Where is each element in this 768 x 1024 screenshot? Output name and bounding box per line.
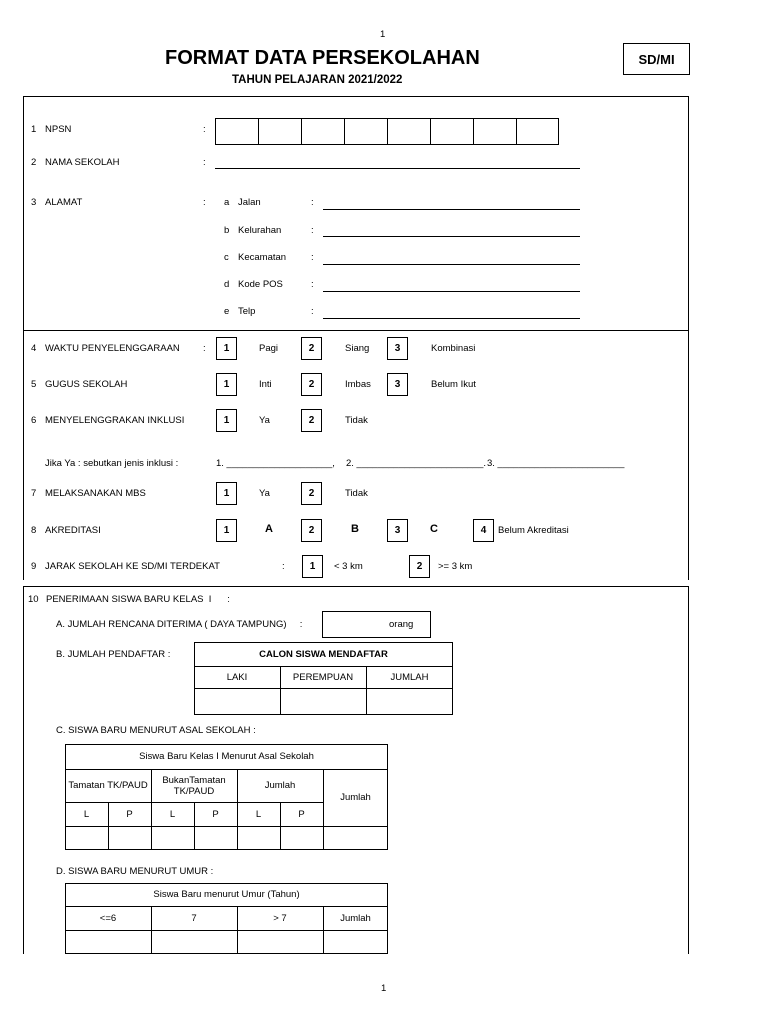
umur-col-header: <=6: [99, 912, 117, 924]
umur-col-header: Jumlah: [340, 912, 371, 924]
alamat-letter: d: [224, 279, 230, 290]
row-number: 10: [28, 594, 39, 605]
npsn-digit-input[interactable]: [258, 118, 302, 145]
pendaftar-col-header: LAKI: [226, 671, 248, 683]
pendaftar-table-header: CALON SISWA MENDAFTAR: [259, 648, 388, 660]
daya-tampung-label: A. JUMLAH RENCANA DITERIMA ( DAYA TAMPUNG) :: [56, 619, 303, 630]
telp-field[interactable]: [323, 318, 580, 319]
pendaftar-col-header: PEREMPUAN: [292, 671, 354, 683]
asal-group-header: BukanTamatan TK/PAUD: [162, 774, 226, 797]
frame-divider: [23, 330, 689, 331]
akreditasi-option-label: C: [430, 523, 438, 535]
row-number: 8: [31, 525, 37, 536]
asal-group-header: Jumlah: [264, 780, 296, 791]
level-badge: SD/MI: [623, 43, 690, 75]
jarak-label: JARAK SEKOLAH KE SD/MI TERDEKAT: [45, 561, 220, 572]
umur-col-header: 7: [191, 912, 197, 924]
daya-tampung-unit: orang: [389, 619, 414, 630]
npsn-digit-input[interactable]: [301, 118, 345, 145]
colon: :: [203, 197, 206, 208]
akreditasi-option-box[interactable]: 4: [473, 519, 494, 542]
asal-sub-header: L: [83, 808, 90, 820]
alamat-kodepos-label: Kode POS: [238, 279, 283, 290]
jalan-field[interactable]: [323, 209, 580, 210]
alamat-jalan-label: Jalan: [238, 197, 261, 208]
akreditasi-label: AKREDITASI: [45, 525, 101, 536]
waktu-option-box[interactable]: 3: [387, 337, 408, 360]
row-number: 3: [31, 197, 37, 208]
jarak-option-box[interactable]: 1: [302, 555, 323, 578]
npsn-digit-input[interactable]: [430, 118, 474, 145]
npsn-digit-input[interactable]: [215, 118, 259, 145]
jarak-option-label: >= 3 km: [438, 561, 473, 572]
row-number: 7: [31, 488, 37, 499]
page-number-bottom: 1: [381, 983, 387, 994]
section10-left: [23, 586, 24, 954]
gugus-option-box[interactable]: 1: [216, 373, 237, 396]
umur-col-header: > 7: [273, 912, 287, 924]
row-number: 5: [31, 379, 37, 390]
row-number: 6: [31, 415, 37, 426]
page-number-top: 1: [380, 29, 386, 40]
kecamatan-field[interactable]: [323, 264, 580, 265]
daya-tampung-input[interactable]: [322, 611, 431, 638]
waktu-option-label: Kombinasi: [431, 343, 476, 354]
alamat-letter: e: [224, 306, 230, 317]
akreditasi-option-label: B: [351, 523, 359, 535]
colon: :: [203, 124, 206, 135]
gugus-label: GUGUS SEKOLAH: [45, 379, 128, 390]
npsn-digit-input[interactable]: [473, 118, 517, 145]
colon: :: [311, 225, 314, 236]
npsn-label: NPSN: [45, 124, 72, 135]
akreditasi-option-box[interactable]: 1: [216, 519, 237, 542]
asal-sub-header: P: [126, 808, 133, 820]
alamat-label: ALAMAT: [45, 197, 83, 208]
umur-table-header: Siswa Baru menurut Umur (Tahun): [153, 889, 300, 900]
waktu-option-box[interactable]: 1: [216, 337, 237, 360]
mbs-option-box[interactable]: 2: [301, 482, 322, 505]
inklusi-blank-1[interactable]: 1. ____________________,: [216, 458, 335, 469]
asal-tk-p-input[interactable]: [109, 827, 151, 849]
asal-nontk-p-input[interactable]: [195, 827, 237, 849]
nama-sekolah-field[interactable]: [215, 168, 580, 169]
row-number: 9: [31, 561, 37, 572]
asal-sub-header: P: [298, 808, 305, 820]
frame-right: [688, 96, 689, 580]
inklusi-option-box[interactable]: 2: [301, 409, 322, 432]
asal-nontk-l-input[interactable]: [152, 827, 194, 849]
inklusi-option-box[interactable]: 1: [216, 409, 237, 432]
inklusi-label: MENYELENGGRAKAN INKLUSI: [45, 415, 185, 426]
gugus-option-label: Belum Ikut: [431, 379, 476, 390]
frame-top: [23, 96, 689, 97]
section10-label: PENERIMAAN SISWA BARU KELAS I :: [46, 594, 230, 605]
waktu-label: WAKTU PENYELENGGARAAN: [45, 343, 180, 354]
asal-tk-l-input[interactable]: [66, 827, 108, 849]
akreditasi-option-box[interactable]: 2: [301, 519, 322, 542]
pendaftar-perempuan-input[interactable]: [281, 689, 366, 714]
colon: :: [311, 197, 314, 208]
jarak-option-label: < 3 km: [334, 561, 363, 572]
alamat-letter: c: [224, 252, 229, 263]
kelurahan-field[interactable]: [323, 236, 580, 237]
colon: :: [311, 306, 314, 317]
row-number: 1: [31, 124, 37, 135]
alamat-letter: a: [224, 197, 230, 208]
waktu-option-label: Pagi: [259, 343, 279, 354]
colon: :: [311, 279, 314, 290]
alamat-kelurahan-label: Kelurahan: [238, 225, 282, 236]
asal-total-header: Jumlah: [340, 792, 371, 803]
umur-7-input[interactable]: [152, 931, 237, 953]
mbs-option-box[interactable]: 1: [216, 482, 237, 505]
section10-right: [688, 586, 689, 954]
npsn-digit-input[interactable]: [516, 118, 559, 145]
jika-ya-label: Jika Ya : sebutkan jenis inklusi :: [45, 458, 179, 469]
alamat-letter: b: [224, 225, 230, 236]
npsn-digit-input[interactable]: [344, 118, 388, 145]
jarak-option-box[interactable]: 2: [409, 555, 430, 578]
colon: :: [282, 561, 285, 572]
gugus-option-label: Inti: [259, 379, 272, 390]
row-number: 4: [31, 343, 37, 354]
page-title: FORMAT DATA PERSEKOLAHAN: [165, 47, 480, 69]
asal-jumlah-p-input[interactable]: [281, 827, 323, 849]
umur-label: D. SISWA BARU MENURUT UMUR :: [56, 866, 214, 877]
asal-jumlah-l-input[interactable]: [238, 827, 280, 849]
frame-left: [23, 96, 24, 580]
asal-group-header: Tamatan TK/PAUD: [68, 780, 148, 791]
akreditasi-option-label: Belum Akreditasi: [498, 525, 569, 536]
npsn-digit-input[interactable]: [387, 118, 431, 145]
alamat-telp-label: Telp: [238, 306, 256, 317]
akreditasi-option-box[interactable]: 3: [387, 519, 408, 542]
pendaftar-col-header: JUMLAH: [390, 671, 429, 683]
akreditasi-option-label: A: [265, 523, 273, 535]
kode-pos-field[interactable]: [323, 291, 580, 292]
gugus-option-label: Imbas: [345, 379, 371, 390]
waktu-option-box[interactable]: 2: [301, 337, 322, 360]
umur-gt7-input[interactable]: [238, 931, 323, 953]
asal-sub-header: L: [169, 808, 176, 820]
asal-sekolah-table-header: Siswa Baru Kelas I Menurut Asal Sekolah: [139, 751, 314, 762]
asal-total-input[interactable]: [324, 827, 387, 849]
colon: :: [203, 343, 206, 354]
asal-sub-header: L: [255, 808, 262, 820]
page-subtitle: TAHUN PELAJARAN 2021/2022: [232, 74, 403, 86]
asal-sekolah-label: C. SISWA BARU MENURUT ASAL SEKOLAH :: [56, 725, 256, 736]
mbs-label: MELAKSANAKAN MBS: [45, 488, 146, 499]
row-number: 2: [31, 157, 37, 168]
inklusi-blank-2[interactable]: 2. ________________________.: [346, 458, 487, 469]
gugus-option-box[interactable]: 3: [387, 373, 408, 396]
gugus-option-box[interactable]: 2: [301, 373, 322, 396]
umur-le6-input[interactable]: [66, 931, 151, 953]
pendaftar-laki-input[interactable]: [195, 689, 280, 714]
alamat-kecamatan-label: Kecamatan: [238, 252, 287, 263]
pendaftar-jumlah-input[interactable]: [367, 689, 452, 714]
inklusi-blank-3[interactable]: 3. ________________________: [487, 458, 625, 469]
pendaftar-label: B. JUMLAH PENDAFTAR :: [56, 649, 171, 660]
asal-sub-header: P: [212, 808, 219, 820]
colon: :: [203, 157, 206, 168]
mbs-option-label: Tidak: [345, 488, 368, 499]
umur-jumlah-input[interactable]: [324, 931, 387, 953]
waktu-option-label: Siang: [345, 343, 370, 354]
inklusi-option-label: Ya: [259, 415, 270, 426]
nama-sekolah-label: NAMA SEKOLAH: [45, 157, 120, 168]
inklusi-option-label: Tidak: [345, 415, 368, 426]
mbs-option-label: Ya: [259, 488, 270, 499]
section10-top: [23, 586, 689, 587]
colon: :: [311, 252, 314, 263]
